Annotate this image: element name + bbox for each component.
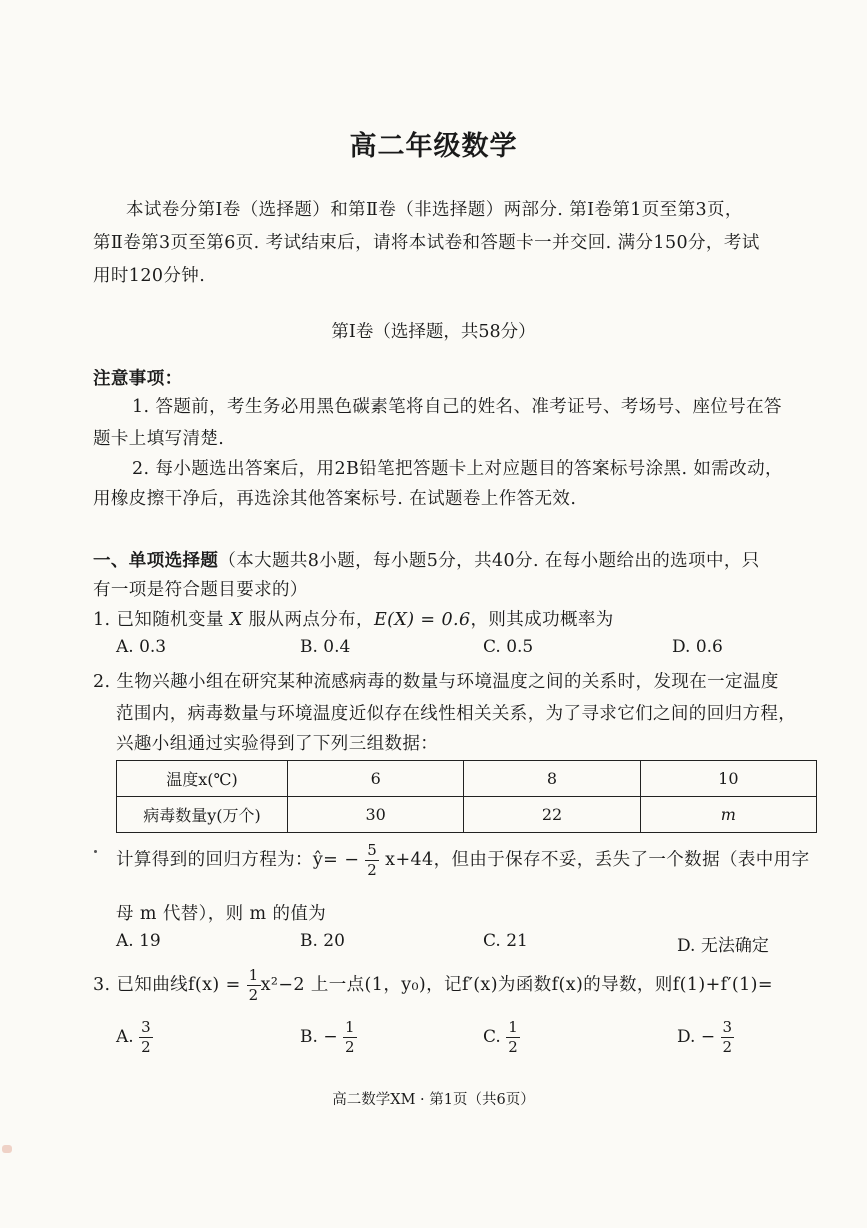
scan-speck bbox=[94, 850, 97, 853]
table-cell: 温度x(℃) bbox=[117, 761, 288, 797]
q2-formula-prefix: 计算得到的回归方程为：ŷ= − bbox=[116, 850, 360, 870]
table-cell: m bbox=[640, 797, 816, 833]
option-fraction bbox=[721, 1020, 735, 1055]
note-line-2: 题卡上填写清楚. bbox=[93, 429, 225, 449]
q1-text-a: 1. 已知随机变量 bbox=[93, 610, 224, 630]
data-table bbox=[116, 760, 817, 833]
option-label: A. bbox=[116, 1027, 134, 1047]
frac-denominator: 2 bbox=[248, 986, 259, 1004]
q2-option-b: B. 20 bbox=[300, 931, 345, 951]
page-title: 高二年级数学 bbox=[349, 131, 518, 162]
q3-option-d bbox=[677, 1020, 734, 1055]
q3-fraction bbox=[247, 968, 261, 1003]
frac-denominator: 2 bbox=[722, 1038, 733, 1056]
table-cell: 22 bbox=[464, 797, 640, 833]
note-line-1: 1. 答题前，考生务必用黑色碳素笔将自己的姓名、准考证号、考场号、座位号在答 bbox=[132, 397, 782, 417]
q2-line-3: 兴趣小组通过实验得到了下列三组数据： bbox=[116, 734, 439, 754]
frac-numerator: 1 bbox=[508, 1018, 518, 1036]
intro-line-3: 用时120分钟. bbox=[93, 266, 206, 286]
table-row bbox=[117, 761, 817, 797]
intro-line-2: 第Ⅱ卷第3页至第6页. 考试结束后，请将本试卷和答题卡一并交回. 满分150分，考试 bbox=[93, 233, 760, 253]
q1-expr: E(X) = 0.6 bbox=[373, 610, 471, 630]
frac-denominator: 2 bbox=[141, 1038, 151, 1056]
frac-numerator: 5 bbox=[367, 841, 378, 859]
note-line-4: 用橡皮擦干净后，再选涂其他答案标号. 在试题卷上作答无效. bbox=[93, 489, 577, 509]
q2-line-1: 2. 生物兴趣小组在研究某种流感病毒的数量与环境温度之间的关系时，发现在一定温度 bbox=[93, 672, 779, 692]
q3-option-b bbox=[300, 1020, 357, 1055]
q1-text-c: ，则其成功概率为 bbox=[470, 610, 614, 630]
q2-option-a: A. 19 bbox=[116, 931, 161, 951]
option-fraction bbox=[139, 1020, 153, 1055]
question-3 bbox=[93, 968, 773, 1003]
question-1 bbox=[93, 606, 614, 631]
notes-heading: 注意事项： bbox=[93, 369, 183, 389]
section1-header bbox=[93, 547, 760, 572]
frac-numerator: 1 bbox=[248, 966, 259, 984]
page-footer: 高二数学XM · 第1页（共6页） bbox=[332, 1092, 535, 1108]
option-label: D. bbox=[677, 1027, 696, 1047]
section1-desc: （本大题共8小题，每小题5分，共40分. 在每小题给出的选项中，只 bbox=[218, 551, 760, 571]
frac-numerator: 3 bbox=[141, 1018, 151, 1036]
q3-middle: x²−2 上一点(1，y₀)，记f′(x)为函数f(x)的导数，则f(1)+f′(1)= bbox=[260, 975, 773, 995]
q1-option-b: B. 0.4 bbox=[300, 637, 351, 657]
q2-option-d: D. 无法确定 bbox=[677, 936, 769, 956]
q2-option-c: C. 21 bbox=[483, 931, 528, 951]
option-sign: − bbox=[700, 1027, 716, 1047]
q1-text-b: 服从两点分布， bbox=[248, 610, 374, 630]
option-sign: − bbox=[323, 1027, 338, 1047]
q3-option-c bbox=[483, 1020, 520, 1055]
frac-numerator: 3 bbox=[722, 1018, 733, 1036]
option-fraction bbox=[506, 1020, 520, 1055]
q1-option-a: A. 0.3 bbox=[116, 637, 167, 657]
table-cell: 6 bbox=[288, 761, 464, 797]
table-row bbox=[117, 797, 817, 833]
q1-option-c: C. 0.5 bbox=[483, 637, 534, 657]
q2-line-end: 母 m 代替），则 m 的值为 bbox=[116, 904, 327, 924]
option-fraction bbox=[343, 1020, 357, 1055]
q1-option-d: D. 0.6 bbox=[672, 637, 723, 657]
q3-option-a bbox=[116, 1020, 153, 1055]
section1-title: 一、单项选择题 bbox=[93, 551, 219, 571]
section1-desc-line2: 有一项是符合题目要求的） bbox=[93, 580, 308, 600]
q3-prefix: 3. 已知曲线f(x) = bbox=[93, 975, 241, 995]
frac-denominator: 2 bbox=[344, 1038, 355, 1056]
note-line-3: 2. 每小题选出答案后，用2B铅笔把答题卡上对应题目的答案标号涂黑. 如需改动， bbox=[132, 459, 783, 479]
table-cell: 10 bbox=[640, 761, 816, 797]
table-cell: 病毒数量y(万个) bbox=[117, 797, 288, 833]
q2-formula-line bbox=[116, 843, 809, 878]
option-label: C. bbox=[483, 1027, 501, 1047]
q2-fraction bbox=[365, 843, 379, 878]
table-cell: 30 bbox=[288, 797, 464, 833]
table-cell: 8 bbox=[464, 761, 640, 797]
frac-numerator: 1 bbox=[344, 1018, 355, 1036]
q2-formula-suffix: x+44，但由于保存不妥，丢失了一个数据（表中用字 bbox=[385, 850, 810, 870]
q2-line-2: 范围内，病毒数量与环境温度近似存在线性相关关系，为了寻求它们之间的回归方程， bbox=[116, 704, 797, 724]
intro-line-1: 本试卷分第Ⅰ卷（选择题）和第Ⅱ卷（非选择题）两部分. 第Ⅰ卷第1页至第3页， bbox=[126, 200, 743, 220]
frac-denominator: 2 bbox=[367, 861, 378, 879]
scan-mark bbox=[2, 1145, 12, 1153]
part1-heading: 第Ⅰ卷（选择题，共58分） bbox=[331, 322, 536, 342]
q1-var: X bbox=[229, 610, 243, 630]
frac-denominator: 2 bbox=[508, 1038, 518, 1056]
option-label: B. bbox=[300, 1027, 318, 1047]
